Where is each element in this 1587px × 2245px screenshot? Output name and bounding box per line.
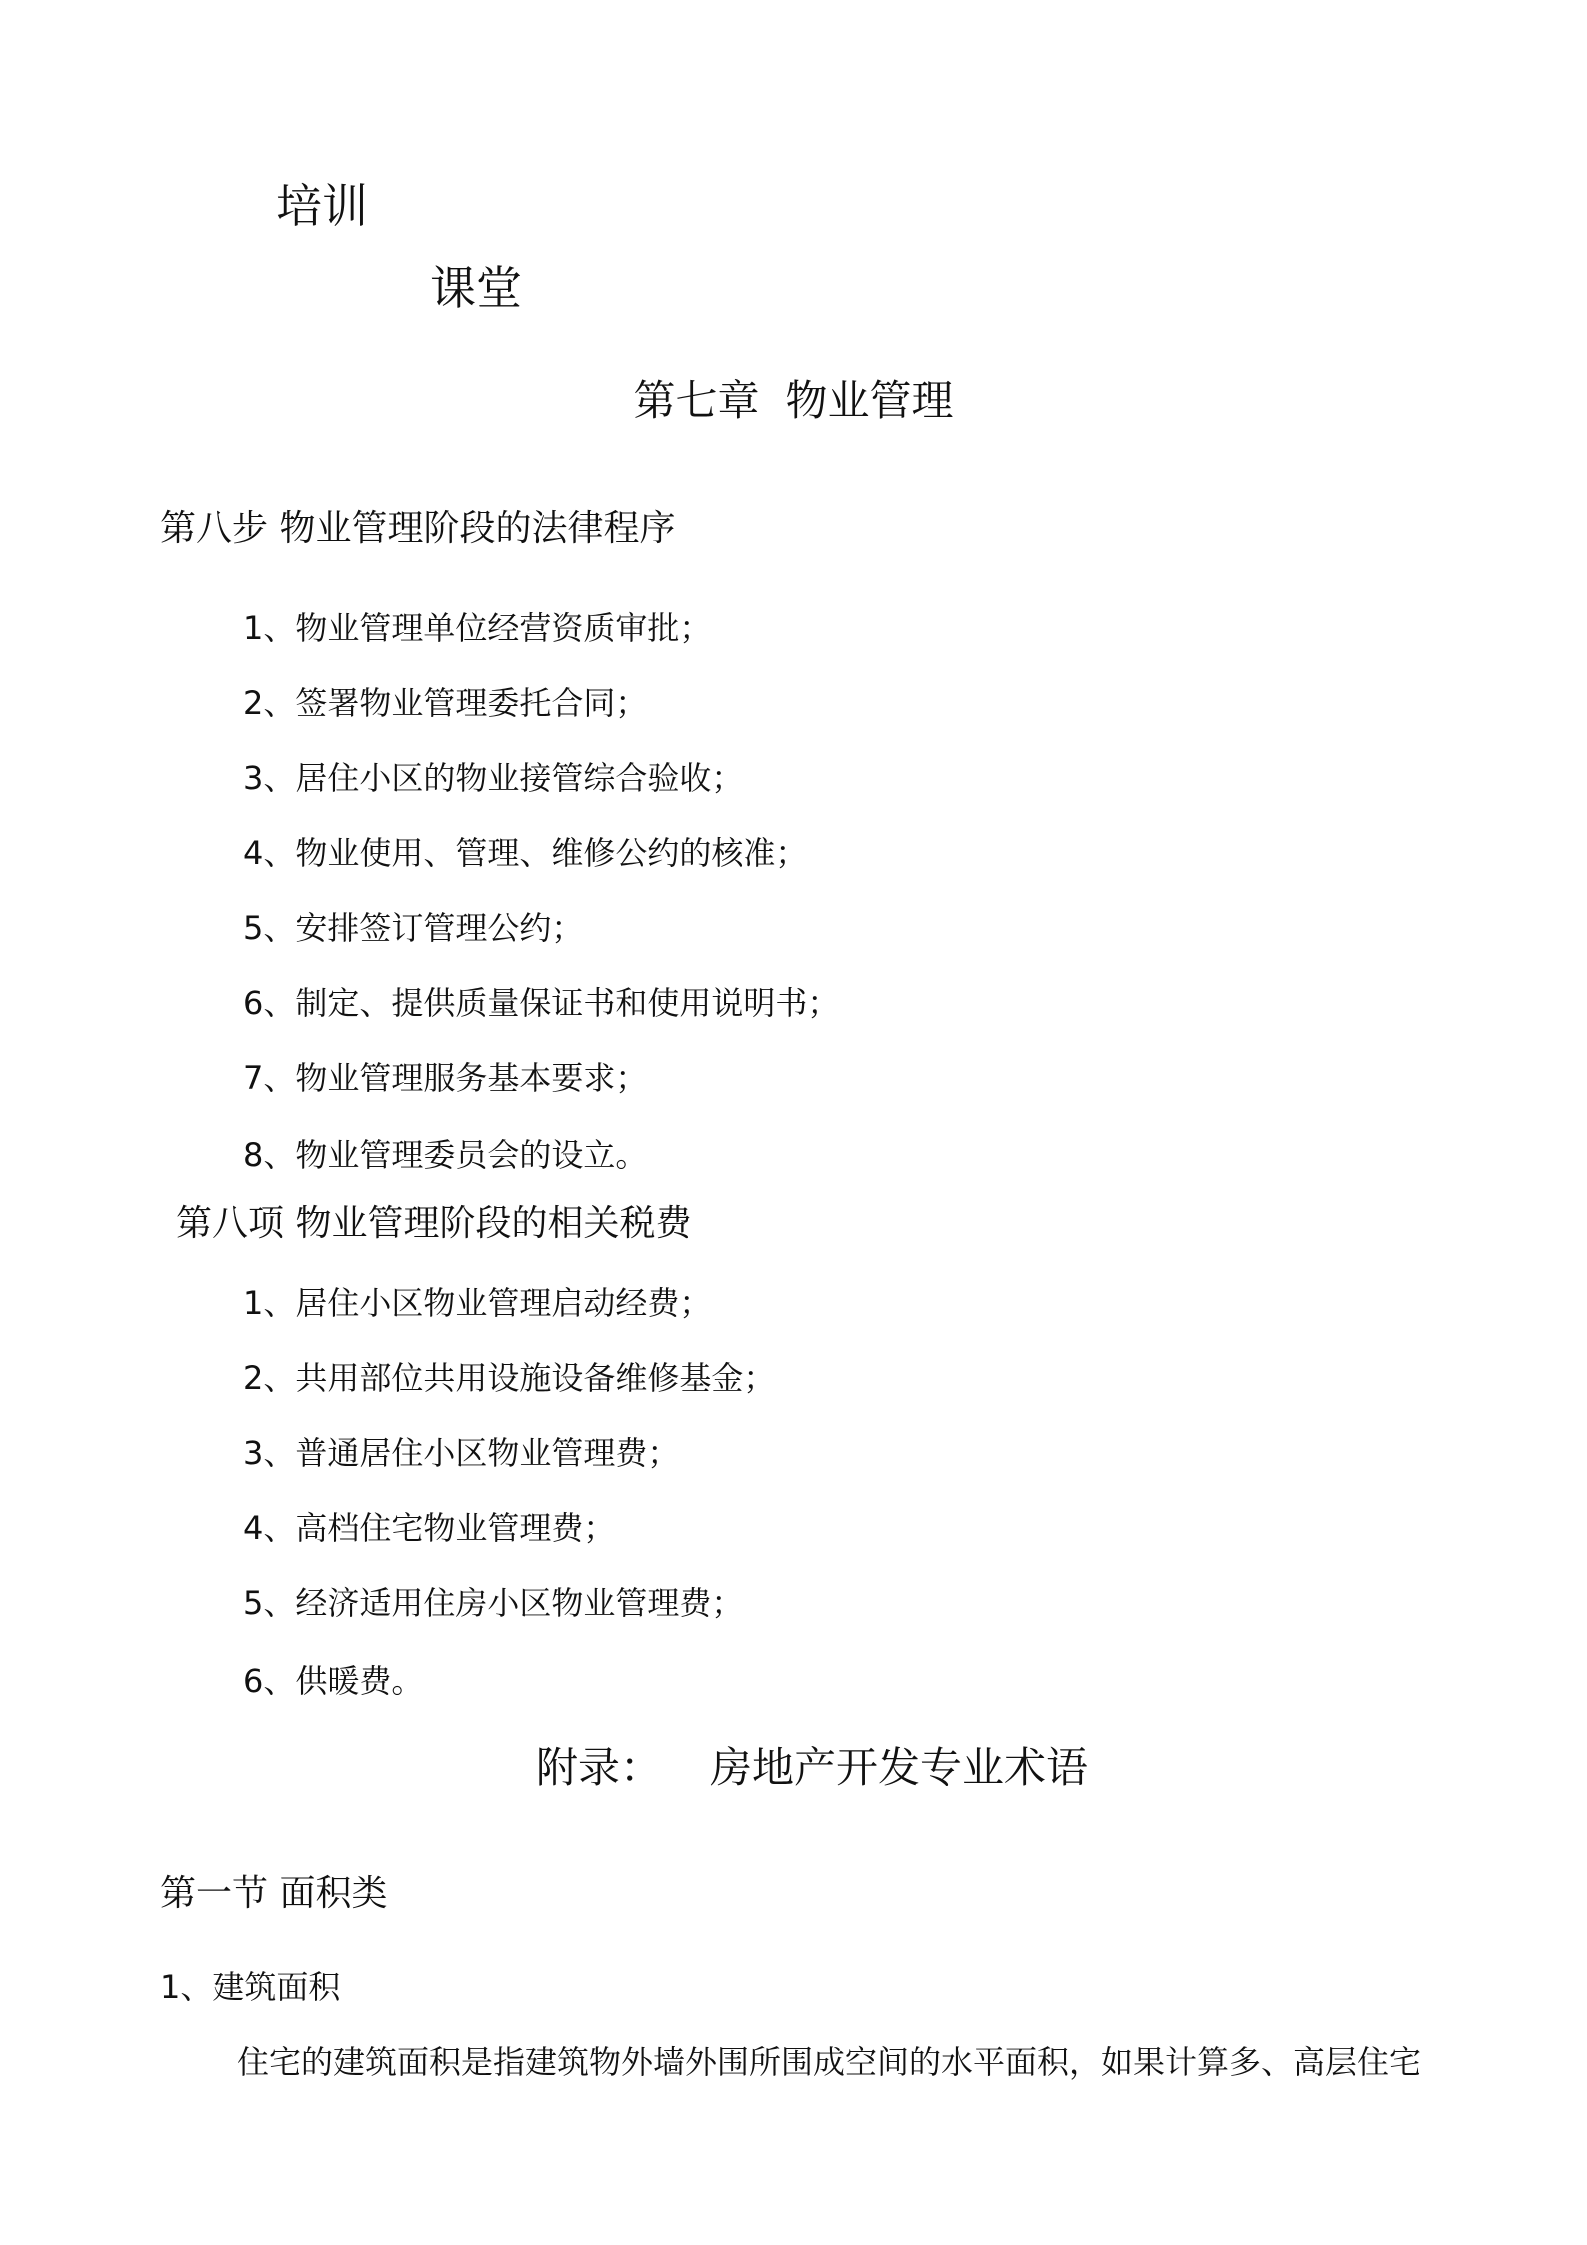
fees-heading: 第八项 物业管理阶段的相关税费 <box>176 1203 692 1244</box>
fee-item: 5、经济适用住房小区物业管理费； <box>243 1584 744 1622</box>
chapter-name: 物业管理 <box>785 376 954 425</box>
fee-item: 6、供暖费。 <box>243 1662 424 1700</box>
appendix-label: 附录： <box>536 1743 663 1792</box>
step-item: 3、居住小区的物业接管综合验收； <box>243 759 744 797</box>
chapter-title <box>0 368 1587 428</box>
chapter-number: 第七章 <box>633 376 760 425</box>
step-item: 4、物业使用、管理、维修公约的核准； <box>243 834 808 872</box>
step-item: 7、物业管理服务基本要求； <box>243 1059 648 1097</box>
fee-item: 2、共用部位共用设施设备维修基金； <box>243 1359 776 1397</box>
appendix-name: 房地产开发专业术语 <box>710 1743 1089 1792</box>
step-heading: 第八步 物业管理阶段的法律程序 <box>160 508 676 549</box>
fee-item: 1、居住小区物业管理启动经费； <box>243 1284 712 1322</box>
step-item: 6、制定、提供质量保证书和使用说明书； <box>243 984 840 1022</box>
step-item: 1、物业管理单位经营资质审批； <box>243 609 712 647</box>
step-item: 2、签署物业管理委托合同； <box>243 684 648 722</box>
term-heading: 1、建筑面积 <box>160 1968 341 2006</box>
fee-item: 4、高档住宅物业管理费； <box>243 1509 616 1547</box>
paragraph-text: 住宅的建筑面积是指建筑物外墙外围所围成空间的水平面积，如果计算多、高层住宅 <box>237 2043 1422 2081</box>
appendix-title <box>536 1735 1088 1795</box>
fee-item: 3、普通居住小区物业管理费； <box>243 1434 680 1472</box>
step-item: 5、安排签订管理公约； <box>243 909 584 947</box>
header-word-2: 课堂 <box>430 261 522 315</box>
step-item: 8、物业管理委员会的设立。 <box>243 1136 648 1174</box>
section-heading: 第一节 面积类 <box>160 1873 388 1914</box>
header-word-1: 培训 <box>276 179 368 233</box>
